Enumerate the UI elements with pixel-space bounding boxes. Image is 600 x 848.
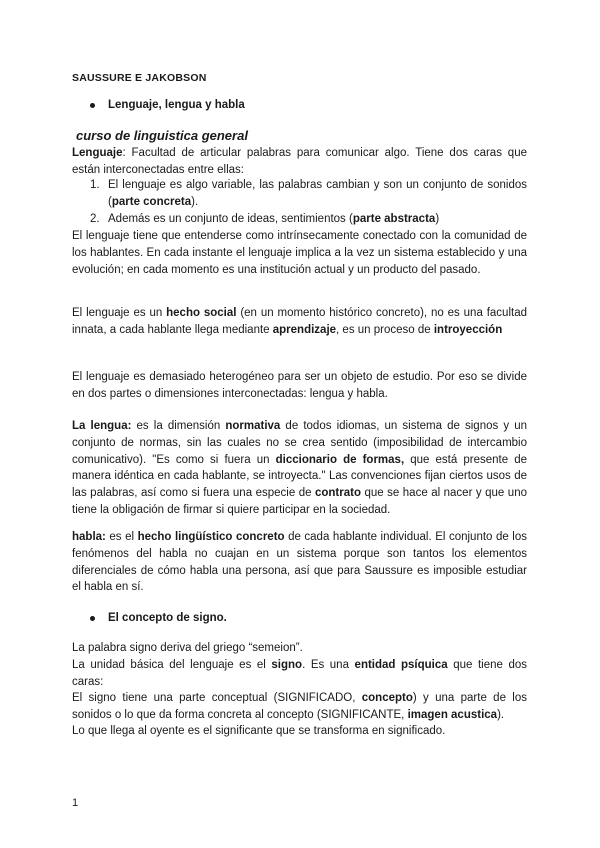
- paragraph-hecho-social: El lenguaje es un hecho social (en un momento histórico concreto), no es una facultad innata, a cada hablante llega mediante aprendizaje, es un proceso de introyección: [72, 307, 527, 336]
- bullet-dot-icon: [90, 616, 95, 621]
- subtitle: curso de linguistica general: [76, 128, 248, 143]
- section-heading: Lenguaje, lengua y habla: [108, 99, 245, 111]
- term-lenguaje: Lenguaje: [72, 147, 123, 159]
- list-item: 2. Además es un conjunto de ideas, sentimientos (parte abstracta): [90, 212, 440, 225]
- paragraph-heterogeneo: El lenguaje es demasiado heterogéneo para ser un objeto de estudio. Por eso se divide en dos partes o dimensiones interconectadas: lengua y habla.: [72, 371, 527, 400]
- list-item: 1. El lenguaje es algo variable, las palabras cambian y son un conjunto de sonidos (parte concreta).: [90, 179, 527, 208]
- paragraph-lengua: La lengua: es la dimensión normativa de todos idiomas, un sistema de signos y un conjunto de normas, sin las cuales no se crea sentido (imposibilidad de intercambio comunicativo). "Es como si fuera un diccionario de formas, que está presente de manera idéntica en cada hablante, se introyecta." Las convenciones fijan ciertos usos de las palabras, así como si fuera una especie de contrato que se hace al nacer y que uno tiene la obligación de firmar si quiere participar en la sociedad.: [72, 420, 527, 516]
- bullet-dot-icon: [90, 103, 95, 108]
- document-title: SAUSSURE E JAKOBSON: [72, 72, 207, 84]
- paragraph-signo-origen: La palabra signo deriva del griego “semeion”.: [72, 642, 303, 654]
- page-number: 1: [72, 797, 79, 809]
- paragraph-signo-unidad: La unidad básica del lenguaje es el signo. Es una entidad psíquica que tiene dos caras:: [72, 659, 527, 688]
- term-habla: habla:: [72, 531, 106, 543]
- paragraph-signo-partes: El signo tiene una parte conceptual (SIGNIFICADO, concepto) y una parte de los sonidos o lo que da forma concreta al concepto (SIGNIFICANTE, imagen acustica).: [72, 692, 528, 721]
- section-heading: El concepto de signo.: [108, 612, 227, 624]
- paragraph-habla: habla: es el hecho lingüístico concreto de cada hablante individual. El conjunto de los fenómenos del habla no cuajan en un sistema porque son tantos los elementos diferenciales de cómo habla una persona, así que para Saussure es imposible estudiar el habla en sí.: [72, 531, 527, 594]
- paragraph-lenguaje-definition: [72, 145, 527, 179]
- section-bullet-lenguaje: [90, 99, 245, 111]
- term-lengua: La lengua:: [72, 420, 132, 432]
- numbered-list: [72, 177, 527, 227]
- paragraph-social-intro: El lenguaje tiene que entenderse como intrínsecamente conectado con la comunidad de los hablantes. En cada instante el lenguaje implica a la vez un sistema establecido y una evolución; en cada momento es una institución actual y un producto del pasado.: [72, 230, 527, 276]
- definition-text: : Facultad de articular palabras para comunicar algo. Tiene dos caras que están interconectadas entre ellas:: [72, 147, 527, 176]
- paragraph-signo-oyente: Lo que llega al oyente es el significante que se transforma en significado.: [72, 725, 446, 737]
- section-bullet-signo: [90, 612, 227, 624]
